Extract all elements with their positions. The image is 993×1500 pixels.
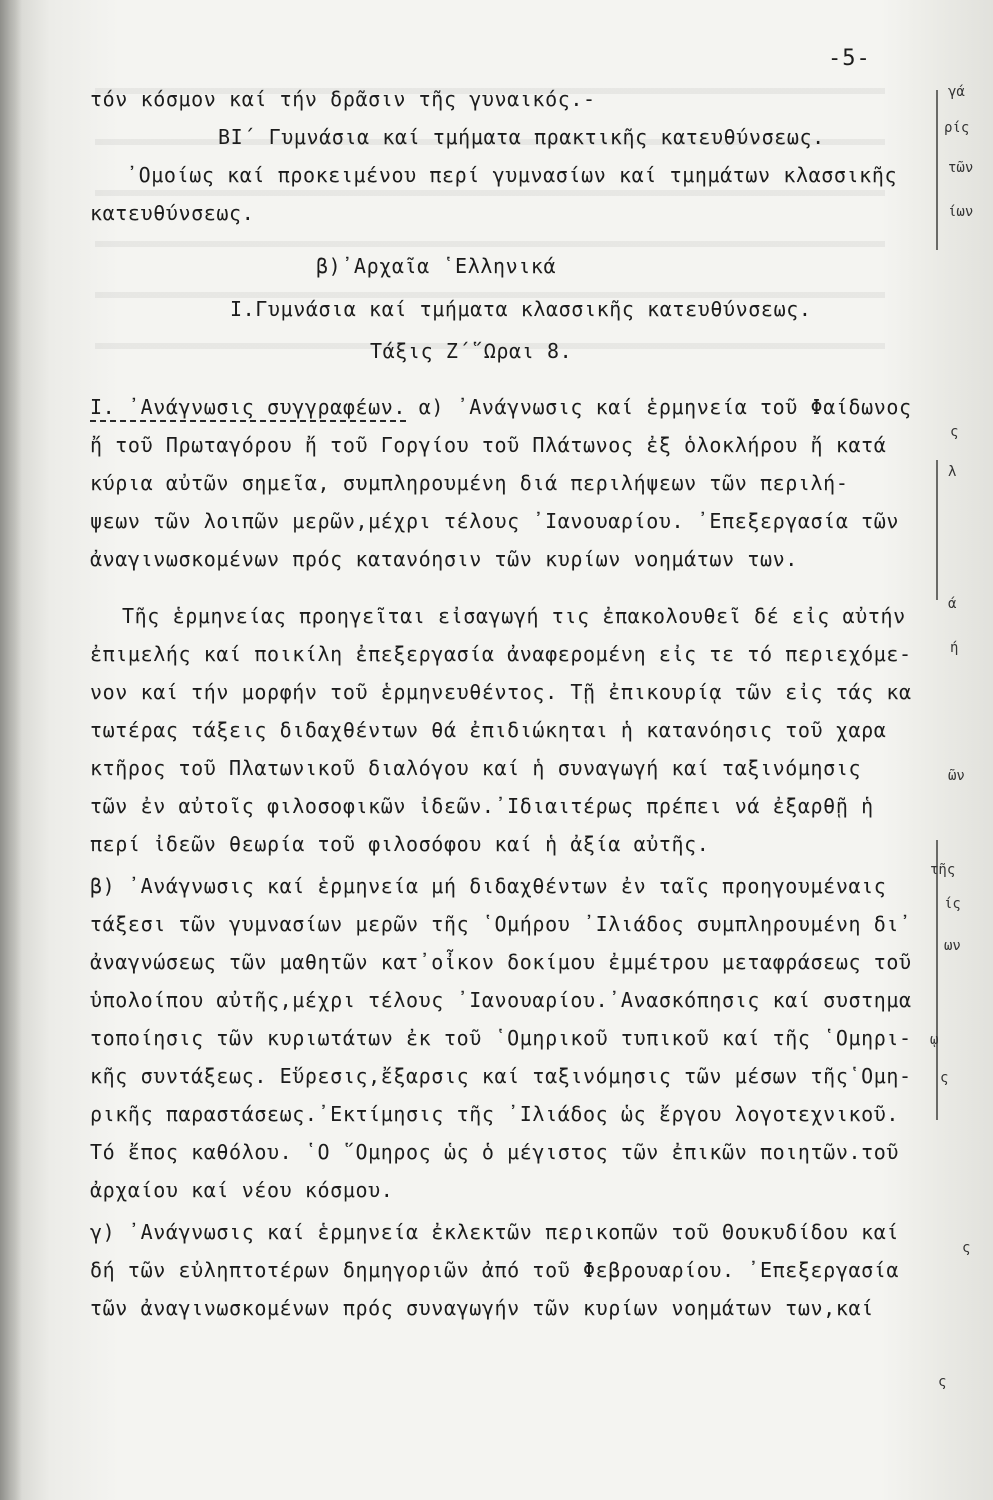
text-line: ἐπιμελής καί ποικίλη ἐπεξεργασία ἀναφερομένη εἰς τε τό περιεχόμε-	[90, 642, 912, 666]
margin-fragment: ά	[948, 596, 957, 612]
text-line: ἀρχαίου καί νέου κόσμου.	[90, 1178, 394, 1202]
text-line: τωτέρας τάξεις διδαχθέντων θά ἐπιδιώκηται ἡ κατανόησις τοῦ χαρα	[90, 718, 887, 742]
text-line: δή τῶν εὐληπτοτέρων δημηγοριῶν ἀπό τοῦ Φεβρουαρίου. ᾿Επεξεργασία	[90, 1258, 900, 1282]
text-line: περί ἰδεῶν θεωρία τοῦ φιλοσόφου καί ἡ ἀξία αὐτῆς.	[90, 832, 710, 856]
text-line: νον καί τήν μορφήν τοῦ ἑρμηνευθέντος. Τῇ ἐπικουρίᾳ τῶν εἰς τάς κα	[90, 680, 912, 704]
margin-fragment: ίς	[944, 896, 961, 912]
text-line: κατευθύνσεως.	[90, 201, 255, 225]
text-line: τῶν ἀναγινωσκομένων πρός συναγωγήν τῶν κυρίων νοημάτων των,καί	[90, 1296, 874, 1320]
margin-fragment: ῳ	[930, 1032, 939, 1048]
text-line: β) ᾿Ανάγνωσις καί ἑρμηνεία μή διδαχθέντων ἐν ταῖς προηγουμέναις	[90, 874, 887, 898]
text-line: τόν κόσμον καί τήν δρᾶσιν τῆς γυναικός.-	[90, 87, 596, 111]
text-line: ρικῆς παραστάσεως.᾿Εκτίμησις τῆς ᾿Ιλιάδος ὡς ἔργου λογοτεχνικοῦ.	[90, 1102, 900, 1126]
binding-shadow	[0, 0, 22, 1500]
text-line: ἀναγνώσεως τῶν μαθητῶν κατ᾿οἶκον δοκίμου ἐμμέτρου μεταφράσεως τοῦ	[90, 950, 912, 974]
margin-fragment: τῶν	[948, 160, 974, 176]
text-line: ἀναγινωσκομένων πρός κατανόησιν τῶν κυρίων νοημάτων των.	[90, 547, 798, 571]
text-line: κτῆρος τοῦ Πλατωνικοῦ διαλόγου καί ἡ συναγωγή καί ταξινόμησις	[90, 756, 862, 780]
text-line: τάξεσι τῶν γυμνασίων μερῶν τῆς ῾Ομήρου ᾿Ιλιάδος συμπληρουμένη δι᾿	[90, 912, 912, 936]
margin-fragment: ς	[962, 1240, 971, 1256]
margin-fragment: ίων	[948, 204, 974, 220]
underlined-heading: Ι. ᾿Ανάγνωσις συγγραφέων.	[90, 395, 406, 422]
margin-rule	[936, 90, 938, 250]
text-line: ψεων τῶν λοιπῶν μερῶν,μέχρι τέλους ᾿Ιανουαρίου. ᾿Επεξεργασία τῶν	[90, 509, 900, 533]
margin-fragment: τῆς	[930, 862, 956, 878]
class-hours: Τάξις Ζ΄῞Ωραι 8.	[370, 339, 573, 363]
page-number: -5-	[828, 46, 871, 71]
text-line: ἤ τοῦ Πρωταγόρου ἤ τοῦ Γοργίου τοῦ Πλάτωνος ἐξ ὁλοκλήρου ἤ κατά	[90, 433, 887, 457]
text-line: γ) ᾿Ανάγνωσις καί ἑρμηνεία ἐκλεκτῶν περικοπῶν τοῦ Θουκυδίδου καί	[90, 1220, 900, 1244]
margin-fragment: ων	[944, 938, 961, 954]
subject-heading: β)᾿Αρχαῖα ῾Ελληνικά	[316, 254, 557, 278]
text-line: κῆς συντάξεως. Εὕρεσις,ἔξαρσις καί ταξινόμησις τῶν μέσων τῆς῾Ομη-	[90, 1064, 912, 1088]
text-line: τῶν ἐν αὐτοῖς φιλοσοφικῶν ἰδεῶν.᾿Ιδιαιτέρως πρέπει νά ἐξαρθῇ ἡ	[90, 794, 874, 818]
margin-fragment: ς	[938, 1374, 947, 1390]
margin-fragment: γά	[948, 84, 965, 100]
text-line: κύρια αὐτῶν σημεῖα, συμπληρουμένη διά περιλήψεων τῶν περιλή-	[90, 471, 849, 495]
text-line: ὑπολοίπου αὐτῆς,μέχρι τέλους ᾿Ιανουαρίου.᾿Ανασκόπησις καί συστημα	[90, 988, 912, 1012]
section-heading: Ι.Γυμνάσια καί τμήματα κλασσικῆς κατευθύνσεως.	[230, 297, 812, 321]
margin-rule	[936, 460, 938, 600]
margin-rule	[936, 840, 938, 1120]
margin-fragment: ρίς	[944, 120, 970, 136]
margin-fragment: ς	[940, 1070, 949, 1086]
margin-fragment: ή	[950, 640, 959, 656]
margin-fragment: λ	[948, 464, 957, 480]
paragraph-start: Τῆς ἑρμηνείας προηγεῖται εἰσαγωγή τις ἐπακολουθεῖ δέ εἰς αὐτήν	[122, 604, 906, 628]
margin-fragment: ῶν	[948, 768, 965, 784]
margin-fragment: ς	[950, 424, 959, 440]
text-fragment: α) ᾿Ανάγνωσις καί ἑρμηνεία τοῦ Φαίδωνος	[418, 395, 912, 419]
text-line: Τό ἔπος καθόλου. ῾Ο ῞Ομηρος ὡς ὁ μέγιστος τῶν ἐπικῶν ποιητῶν.τοῦ	[90, 1140, 900, 1164]
text-line: ᾿Ομοίως καί προκειμένου περί γυμνασίων καί τμημάτων κλασσικῆς	[126, 163, 898, 187]
section-heading: ΒΙ΄ Γυμνάσια καί τμήματα πρακτικῆς κατευθύνσεως.	[218, 125, 825, 149]
text-line: τοποίησις τῶν κυριωτάτων ἐκ τοῦ ῾Ομηρικοῦ τυπικοῦ καί τῆς ῾Ομηρι-	[90, 1026, 912, 1050]
reading-line	[90, 394, 912, 420]
